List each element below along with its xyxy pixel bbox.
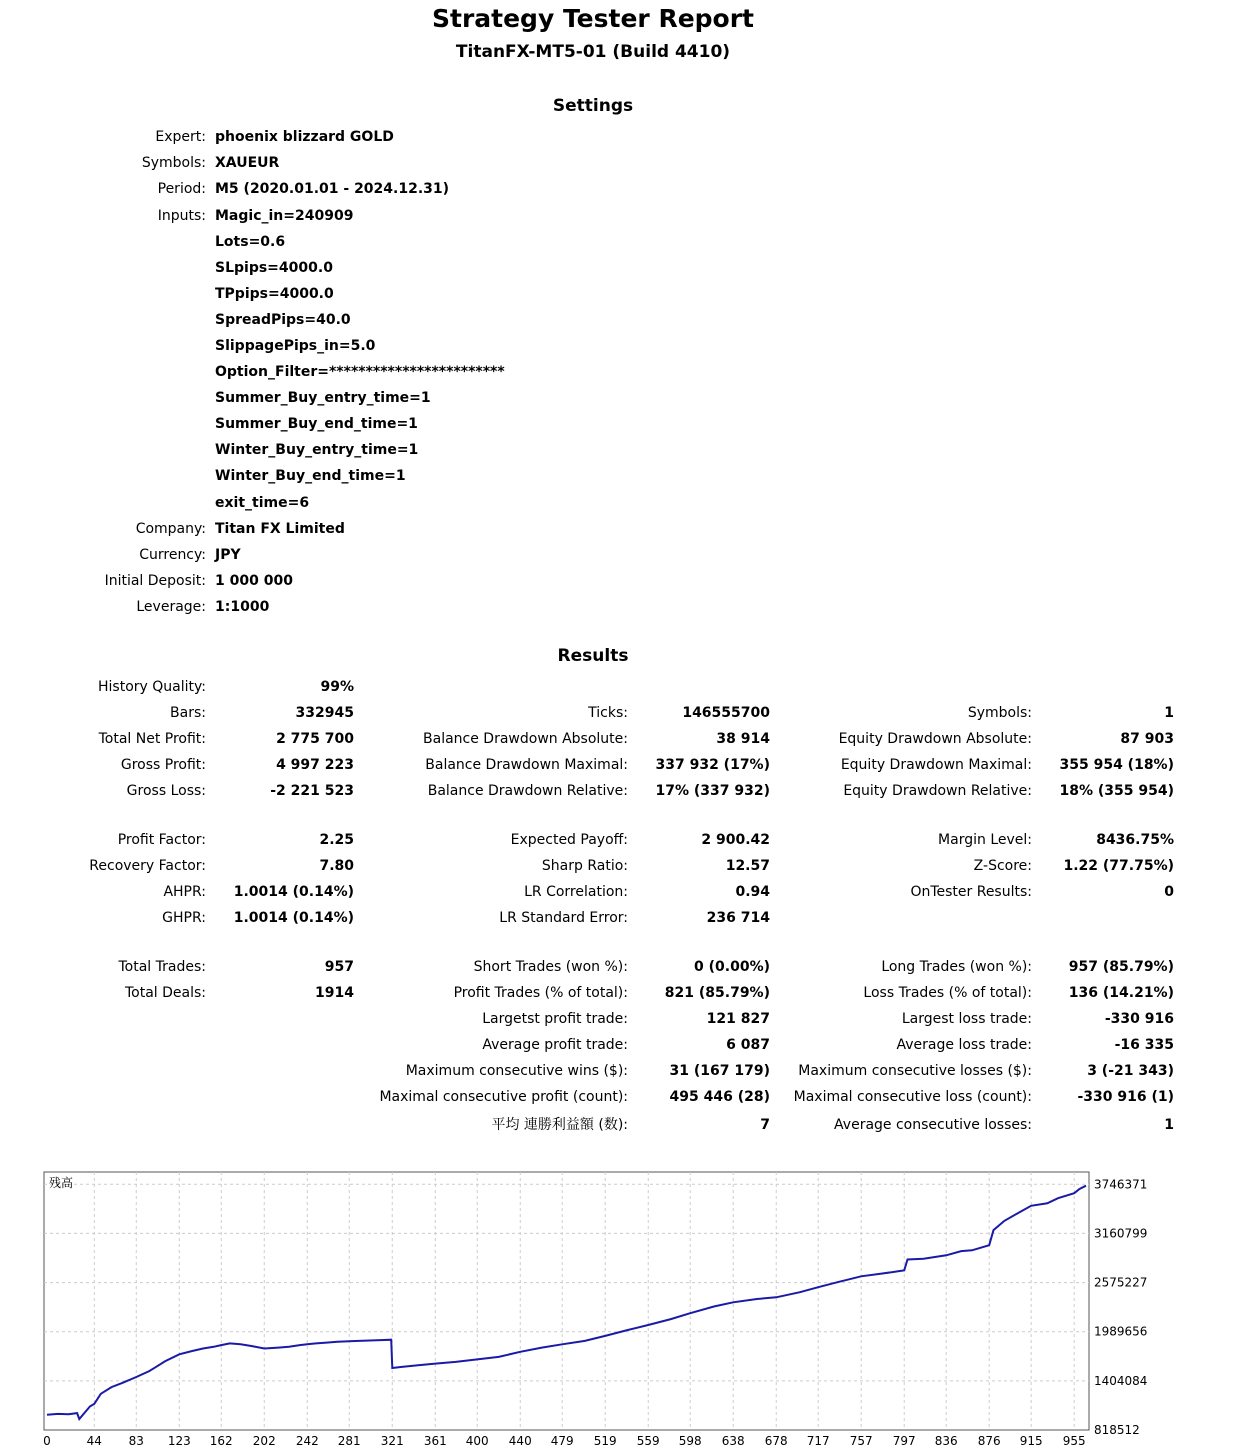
- result-value: 99%: [320, 679, 354, 695]
- result-label: Recovery Factor:: [89, 858, 206, 874]
- result-value: 337 932 (17%): [655, 757, 770, 773]
- setting-value: Titan FX Limited: [215, 521, 345, 537]
- y-tick-label: 2575227: [1094, 1275, 1148, 1290]
- result-label: Profit Trades (% of total):: [453, 985, 628, 1001]
- result-label: History Quality:: [98, 679, 206, 695]
- input-value: Summer_Buy_end_time=1: [215, 416, 418, 432]
- setting-value: 1 000 000: [215, 573, 293, 589]
- result-value: 6 087: [726, 1037, 770, 1053]
- result-value: 821 (85.79%): [664, 985, 770, 1001]
- input-value: Magic_in=240909: [215, 208, 354, 224]
- setting-label: Inputs:: [157, 208, 206, 224]
- input-value: Winter_Buy_entry_time=1: [215, 442, 419, 458]
- result-label: Equity Drawdown Relative:: [843, 783, 1032, 799]
- setting-label: Leverage:: [136, 599, 206, 615]
- x-tick-label: 955: [1062, 1434, 1086, 1448]
- setting-label: Symbols:: [141, 155, 206, 171]
- result-value: 1914: [315, 985, 354, 1001]
- result-value: 0: [1164, 884, 1174, 900]
- result-label: Bars:: [170, 705, 206, 721]
- x-tick-label: 400: [465, 1434, 489, 1448]
- result-label: Balance Drawdown Absolute:: [423, 731, 628, 747]
- result-value: 3 (-21 343): [1087, 1063, 1174, 1079]
- result-value: -2 221 523: [270, 783, 354, 799]
- result-value: 146555700: [682, 705, 770, 721]
- result-value: 236 714: [706, 910, 770, 926]
- result-value: 7: [760, 1117, 770, 1133]
- result-value: 136 (14.21%): [1068, 985, 1174, 1001]
- report-title: Strategy Tester Report: [431, 4, 755, 33]
- result-label: Ticks:: [588, 705, 628, 721]
- result-label: Total Net Profit:: [98, 731, 206, 747]
- result-label: Maximal consecutive loss (count):: [793, 1089, 1032, 1105]
- x-tick-label: 678: [764, 1434, 788, 1448]
- result-value: 957: [324, 959, 354, 975]
- x-tick-label: 519: [593, 1434, 617, 1448]
- result-value: 0 (0.00%): [694, 959, 770, 975]
- result-value: 1.22 (77.75%): [1063, 858, 1174, 874]
- setting-label: Initial Deposit:: [104, 573, 206, 589]
- result-value: 18% (355 954): [1059, 783, 1174, 799]
- result-label: Sharp Ratio:: [541, 858, 628, 874]
- result-value: 2.25: [319, 832, 354, 848]
- result-label: Balance Drawdown Maximal:: [425, 757, 628, 773]
- input-value: Option_Filter=************************: [215, 364, 505, 380]
- x-tick-label: 797: [892, 1434, 916, 1448]
- setting-label: Currency:: [139, 547, 206, 563]
- x-tick-label: 44: [86, 1434, 102, 1448]
- y-tick-label: 1989656: [1094, 1324, 1148, 1339]
- x-tick-label: 242: [295, 1434, 319, 1448]
- result-label: Long Trades (won %):: [881, 959, 1032, 975]
- result-value: 355 954 (18%): [1059, 757, 1174, 773]
- settings-heading: Settings: [552, 96, 634, 116]
- result-label: Margin Level:: [938, 832, 1032, 848]
- x-axis-ticks: [43, 1434, 1085, 1448]
- setting-label: Period:: [157, 181, 206, 197]
- setting-value: JPY: [215, 547, 241, 563]
- result-label: Equity Drawdown Maximal:: [840, 757, 1032, 773]
- result-label: Equity Drawdown Absolute:: [838, 731, 1032, 747]
- result-label: Maximal consecutive profit (count):: [379, 1089, 628, 1105]
- result-label: Average consecutive losses:: [834, 1117, 1032, 1133]
- result-value: 0.94: [735, 884, 770, 900]
- result-label: GHPR:: [162, 910, 206, 926]
- x-tick-label: 123: [167, 1434, 191, 1448]
- result-label: Symbols:: [967, 705, 1032, 721]
- input-value: TPpips=4000.0: [215, 286, 334, 302]
- result-value: 17% (337 932): [655, 783, 770, 799]
- x-tick-label: 915: [1019, 1434, 1043, 1448]
- result-value: 1.0014 (0.14%): [233, 910, 354, 926]
- x-tick-label: 638: [721, 1434, 745, 1448]
- result-value: 957 (85.79%): [1068, 959, 1174, 975]
- plot-area: [44, 1172, 1089, 1430]
- result-label: Short Trades (won %):: [473, 959, 628, 975]
- result-value: 332945: [295, 705, 354, 721]
- x-tick-label: 717: [806, 1434, 830, 1448]
- result-value: 7.80: [319, 858, 354, 874]
- setting-value: XAUEUR: [215, 155, 280, 171]
- chart-title: 残高: [49, 1176, 74, 1190]
- y-tick-label: 3160799: [1094, 1226, 1148, 1241]
- result-label: OnTester Results:: [910, 884, 1032, 900]
- result-label: Total Deals:: [124, 985, 206, 1001]
- result-label: Total Trades:: [118, 959, 206, 975]
- setting-label: Company:: [135, 521, 206, 537]
- result-label: Maximum consecutive wins ($):: [405, 1063, 628, 1079]
- x-tick-label: 202: [252, 1434, 276, 1448]
- result-label: Balance Drawdown Relative:: [427, 783, 628, 799]
- x-tick-label: 757: [849, 1434, 873, 1448]
- input-value: SLpips=4000.0: [215, 260, 333, 276]
- result-label: LR Correlation:: [524, 884, 628, 900]
- result-value: 2 900.42: [701, 832, 770, 848]
- input-value: Summer_Buy_entry_time=1: [215, 390, 431, 406]
- x-tick-label: 321: [380, 1434, 404, 1448]
- balance-chart: [0, 1160, 1234, 1448]
- result-label: Z-Score:: [973, 858, 1032, 874]
- input-value: Winter_Buy_end_time=1: [215, 468, 406, 484]
- result-label: Expected Payoff:: [510, 832, 628, 848]
- result-value: -16 335: [1114, 1037, 1174, 1053]
- x-tick-label: 281: [337, 1434, 361, 1448]
- x-tick-label: 559: [636, 1434, 660, 1448]
- x-tick-label: 0: [43, 1434, 51, 1448]
- y-tick-label: 3746371: [1094, 1177, 1148, 1192]
- input-value: exit_time=6: [215, 495, 310, 511]
- result-value: 4 997 223: [276, 757, 354, 773]
- result-label: Maximum consecutive losses ($):: [798, 1063, 1032, 1079]
- x-tick-label: 162: [209, 1434, 233, 1448]
- x-tick-label: 598: [678, 1434, 702, 1448]
- result-value: 1: [1164, 705, 1174, 721]
- result-label: Gross Loss:: [126, 783, 206, 799]
- result-value: 495 446 (28): [669, 1089, 770, 1105]
- x-tick-label: 361: [423, 1434, 447, 1448]
- result-label: 平均 連勝利益額 (数):: [491, 1117, 628, 1133]
- x-tick-label: 836: [934, 1434, 958, 1448]
- result-value: 31 (167 179): [669, 1063, 770, 1079]
- result-value: 1: [1164, 1117, 1174, 1133]
- result-value: 8436.75%: [1096, 832, 1174, 848]
- setting-value: phoenix blizzard GOLD: [215, 129, 394, 145]
- y-tick-label: 1404084: [1094, 1373, 1148, 1388]
- result-value: 1.0014 (0.14%): [233, 884, 354, 900]
- result-label: Largest loss trade:: [901, 1011, 1032, 1027]
- result-value: 87 903: [1120, 731, 1174, 747]
- result-label: LR Standard Error:: [499, 910, 628, 926]
- result-value: 12.57: [725, 858, 770, 874]
- result-value: 38 914: [716, 731, 770, 747]
- y-axis-ticks: [1094, 1177, 1147, 1437]
- setting-value: M5 (2020.01.01 - 2024.12.31): [215, 181, 450, 197]
- result-value: -330 916 (1): [1077, 1089, 1174, 1105]
- setting-value: 1:1000: [215, 599, 270, 615]
- report-subtitle: TitanFX-MT5-01 (Build 4410): [455, 42, 731, 62]
- result-value: -330 916: [1104, 1011, 1174, 1027]
- y-tick-label: 818512: [1094, 1423, 1140, 1437]
- result-value: 2 775 700: [276, 731, 354, 747]
- result-value: 121 827: [706, 1011, 770, 1027]
- result-label: AHPR:: [163, 884, 206, 900]
- x-tick-label: 440: [508, 1434, 532, 1448]
- result-label: Gross Profit:: [120, 757, 206, 773]
- result-label: Loss Trades (% of total):: [863, 985, 1032, 1001]
- setting-label: Expert:: [155, 129, 206, 145]
- result-label: Average profit trade:: [482, 1037, 628, 1053]
- x-tick-label: 876: [977, 1434, 1001, 1448]
- x-tick-label: 479: [550, 1434, 574, 1448]
- input-value: SlippagePips_in=5.0: [215, 338, 376, 354]
- result-label: Average loss trade:: [896, 1037, 1032, 1053]
- result-label: Profit Factor:: [117, 832, 206, 848]
- input-value: Lots=0.6: [215, 234, 286, 250]
- result-label: Largetst profit trade:: [482, 1011, 628, 1027]
- x-tick-label: 83: [128, 1434, 144, 1448]
- results-heading: Results: [557, 646, 629, 666]
- input-value: SpreadPips=40.0: [215, 312, 351, 328]
